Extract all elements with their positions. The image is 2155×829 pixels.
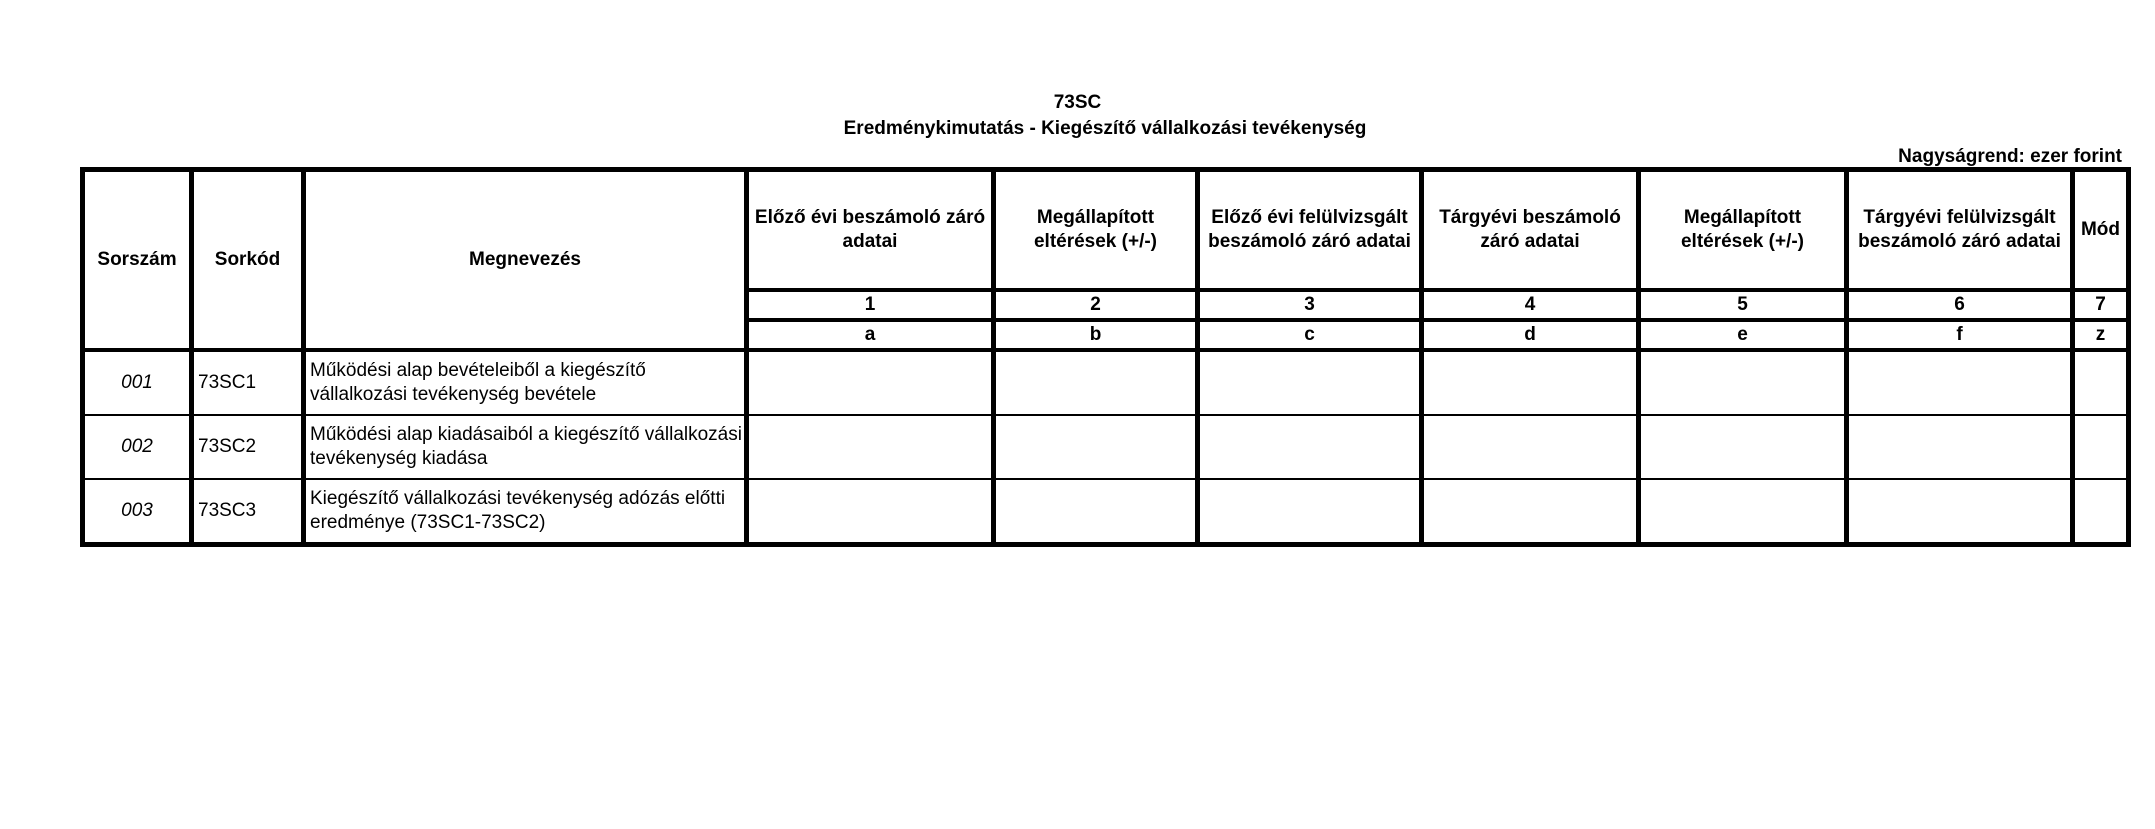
value-cell[interactable] [994, 415, 1198, 479]
col-number: 3 [1198, 290, 1422, 320]
header-megnevezes: Megnevezés [304, 170, 747, 350]
header-col-1: Előző évi beszámoló záró adatai [747, 170, 994, 290]
value-cell[interactable] [994, 350, 1198, 415]
value-cell[interactable] [1422, 415, 1639, 479]
value-cell[interactable] [1198, 350, 1422, 415]
col-number: 2 [994, 290, 1198, 320]
mod-cell[interactable] [2073, 479, 2129, 545]
value-cell[interactable] [1639, 479, 1847, 545]
value-cell[interactable] [1847, 479, 2073, 545]
value-cell[interactable] [747, 415, 994, 479]
table-row [83, 479, 2129, 545]
header-col-6: Tárgyévi felülvizsgált beszámoló záró adatai [1847, 170, 2073, 290]
row-name: Kiegészítő vállalkozási tevékenység adózás előtti eredménye (73SC1-73SC2) [304, 479, 747, 545]
value-cell[interactable] [1422, 350, 1639, 415]
value-cell[interactable] [1847, 350, 2073, 415]
row-sorszam: 001 [83, 350, 192, 415]
row-sorszam: 002 [83, 415, 192, 479]
row-sorkod: 73SC1 [192, 350, 304, 415]
col-letter: z [2073, 320, 2129, 350]
col-number: 4 [1422, 290, 1639, 320]
col-number: 7 [2073, 290, 2129, 320]
table-row [83, 350, 2129, 415]
table-row [83, 415, 2129, 479]
col-number: 1 [747, 290, 994, 320]
value-cell[interactable] [994, 479, 1198, 545]
col-number: 6 [1847, 290, 2073, 320]
header-sorszam: Sorszám [83, 170, 192, 350]
header-col-mod: Mód [2073, 170, 2129, 290]
mod-cell[interactable] [2073, 350, 2129, 415]
header-col-2: Megállapított eltérések (+/-) [994, 170, 1198, 290]
unit-label: Nagyságrend: ezer forint [1898, 146, 2122, 167]
value-cell[interactable] [1422, 479, 1639, 545]
header-col-5: Megállapított eltérések (+/-) [1639, 170, 1847, 290]
row-sorszam: 003 [83, 479, 192, 545]
mod-cell[interactable] [2073, 415, 2129, 479]
value-cell[interactable] [1198, 415, 1422, 479]
value-cell[interactable] [747, 479, 994, 545]
report-title: Eredménykimutatás - Kiegészítő vállalkozási tevékenység [843, 118, 1367, 139]
value-cell[interactable] [1639, 350, 1847, 415]
col-letter: f [1847, 320, 2073, 350]
row-sorkod: 73SC2 [192, 415, 304, 479]
value-cell[interactable] [747, 350, 994, 415]
header-col-4: Tárgyévi beszámoló záró adatai [1422, 170, 1639, 290]
value-cell[interactable] [1639, 415, 1847, 479]
row-name: Működési alap bevételeiből a kiegészítő vállalkozási tevékenység bevétele [304, 350, 747, 415]
row-name: Működési alap kiadásaiból a kiegészítő vállalkozási tevékenység kiadása [304, 415, 747, 479]
col-letter: c [1198, 320, 1422, 350]
row-sorkod: 73SC3 [192, 479, 304, 545]
col-letter: d [1422, 320, 1639, 350]
report-code: 73SC [1053, 92, 1102, 113]
value-cell[interactable] [1847, 415, 2073, 479]
value-cell[interactable] [1198, 479, 1422, 545]
col-number: 5 [1639, 290, 1847, 320]
header-col-3: Előző évi felülvizsgált beszámoló záró adatai [1198, 170, 1422, 290]
col-letter: e [1639, 320, 1847, 350]
col-letter: b [994, 320, 1198, 350]
report-table [80, 167, 2131, 547]
header-sorkod: Sorkód [192, 170, 304, 350]
col-letter: a [747, 320, 994, 350]
